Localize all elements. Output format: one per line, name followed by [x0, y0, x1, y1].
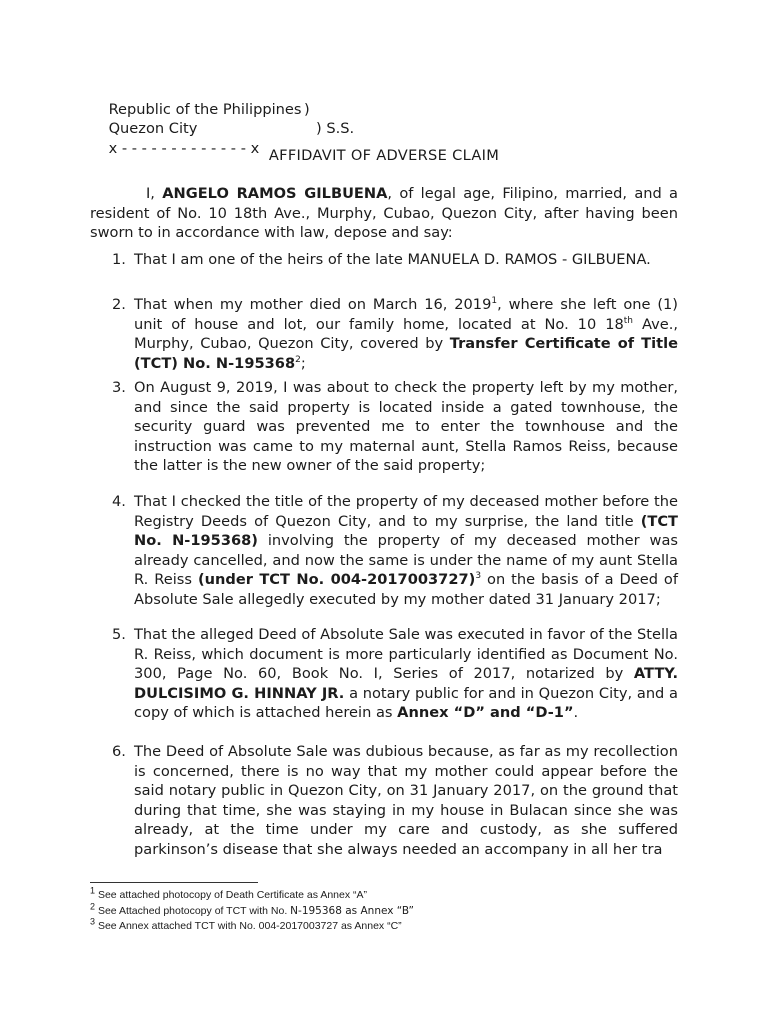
footnote-text: See Attached photocopy of TCT with No. [97, 905, 291, 917]
allegations-list-6 [90, 742, 678, 860]
list-item-4 [90, 492, 678, 610]
footnote-text: See Annex attached TCT with No. 004-2017003727 as Annex “C” [97, 920, 402, 932]
item-text: That the alleged Deed of Absolute Sale was executed in favor of the Stella R. Reiss, which document is more particularly identified as Document No. 300, Page No. 60, Book No. I, Series of 2017, notarized by [134, 626, 678, 683]
list-item-1 [90, 250, 678, 270]
item-number: 3. [112, 379, 126, 396]
item-text: involving the property of my deceased mother was already cancelled, and now the same is under the name of my aunt Stella R. Reiss [134, 532, 678, 589]
footnote-text: N-195368 as Annex “B” [290, 905, 414, 917]
allegations-list-3 [90, 378, 678, 476]
allegations-list-2 [90, 295, 678, 373]
footnote-mark: 2 [90, 901, 96, 912]
caption-block [90, 80, 355, 157]
footnote-3 [90, 916, 690, 933]
item-text: The Deed of Absolute Sale was dubious because, as far as my recollection is concerned, there is no way that my mother could appear before the said notary public in Quezon City, on 31 January 2017, on the ground that during that time, she was staying in my house in Bulacan since she was already, at the time under my care and custody, as she suffered parkinson’s disease that she always needed an accompany in all her tra [134, 743, 678, 858]
item-text: on the basis of a Deed of Absolute Sale allegedly executed by my mother dated 31 January 2017; [134, 571, 678, 608]
item-text: That when my mother died on March 16, 2019 [134, 296, 492, 313]
caption-city: Quezon City [108, 120, 198, 138]
footnote-ref-2: 2 [295, 354, 301, 365]
caption-line-1 [90, 80, 310, 118]
tct-reference: Transfer Certificate of Title (TCT) No. N-195368 [134, 335, 678, 372]
item-number: 2. [112, 296, 126, 313]
footnote-ref-3: 3 [475, 571, 482, 582]
footnote-mark: 1 [90, 885, 96, 896]
item-text: a notary public for and in Quezon City, and a copy of which is attached herein as [134, 684, 678, 722]
item-text: ; [300, 354, 306, 372]
document-title: AFFIDAVIT OF ADVERSE CLAIM [268, 147, 500, 164]
list-item-5 [90, 625, 678, 723]
footnote-2 [90, 901, 690, 918]
annex-reference: Annex “D” and “D-1” [397, 704, 574, 722]
footnote-mark: 3 [90, 916, 96, 927]
item-text: Ave., Murphy, Cubao, Quezon City, covered by [134, 315, 678, 353]
list-item-3 [90, 378, 678, 476]
caption-line-3 [90, 119, 302, 157]
allegations-list [90, 250, 678, 270]
item-number: 4. [112, 493, 126, 510]
item-number: 5. [112, 626, 126, 643]
footnote-divider [90, 882, 258, 883]
intro-pre: I, [146, 185, 163, 202]
intro-post: , of legal age, Filipino, married, and a resident of No. 10 18th Ave., Murphy, Cubao, Quezon City, after having been sworn to in accordance with law, depose and say: [90, 185, 678, 242]
item-text: That I checked the title of the property of my deceased mother before the Registry Deeds of Quezon City, and to my surprise, the land title [134, 493, 678, 530]
footnote-ref-1: 1 [491, 296, 498, 307]
item-number: 1. [112, 251, 126, 268]
item-text: . [573, 704, 579, 722]
notary-name: ATTY. DULCISIMO G. HINNAY JR. [134, 665, 678, 702]
caption-line-2 [90, 100, 355, 138]
list-item-6 [90, 742, 678, 860]
footnote-text: See attached photocopy of Death Certificate as Annex “A” [97, 889, 368, 901]
caption-x-line: x - - - - - - - - - - - - - x [108, 139, 260, 157]
caption-paren-1: ) [304, 100, 310, 118]
affiant-name: ANGELO RAMOS GILBUENA [162, 185, 388, 202]
footnote-1 [90, 885, 690, 902]
intro-paragraph [90, 184, 678, 243]
caption-ss: ) S.S. [316, 120, 355, 138]
caption-republic: Republic of the Philippines [108, 100, 302, 118]
item-text: , where she left one (1) unit of house and lot, our family home, located at No. 10 18 [134, 296, 678, 333]
list-item-2 [90, 295, 678, 373]
allegations-list-4 [90, 492, 678, 610]
item-number: 6. [112, 743, 126, 760]
allegations-list-5 [90, 625, 678, 723]
tct-reference: (TCT No. N-195368) [134, 512, 678, 550]
item-text: That I am one of the heirs of the late MANUELA D. RAMOS - GILBUENA. [134, 251, 651, 268]
new-tct-reference: (under TCT No. 004-2017003727) [197, 571, 476, 589]
item-text: On August 9, 2019, I was about to check the property left by my mother, and since the said property is located inside a gated townhouse, the security guard was prevented me to enter the townhouse and the instruction was came to my maternal aunt, Stella Ramos Reiss, because the latter is the new owner of the said property; [134, 379, 678, 475]
ordinal-suffix: th [623, 315, 634, 326]
